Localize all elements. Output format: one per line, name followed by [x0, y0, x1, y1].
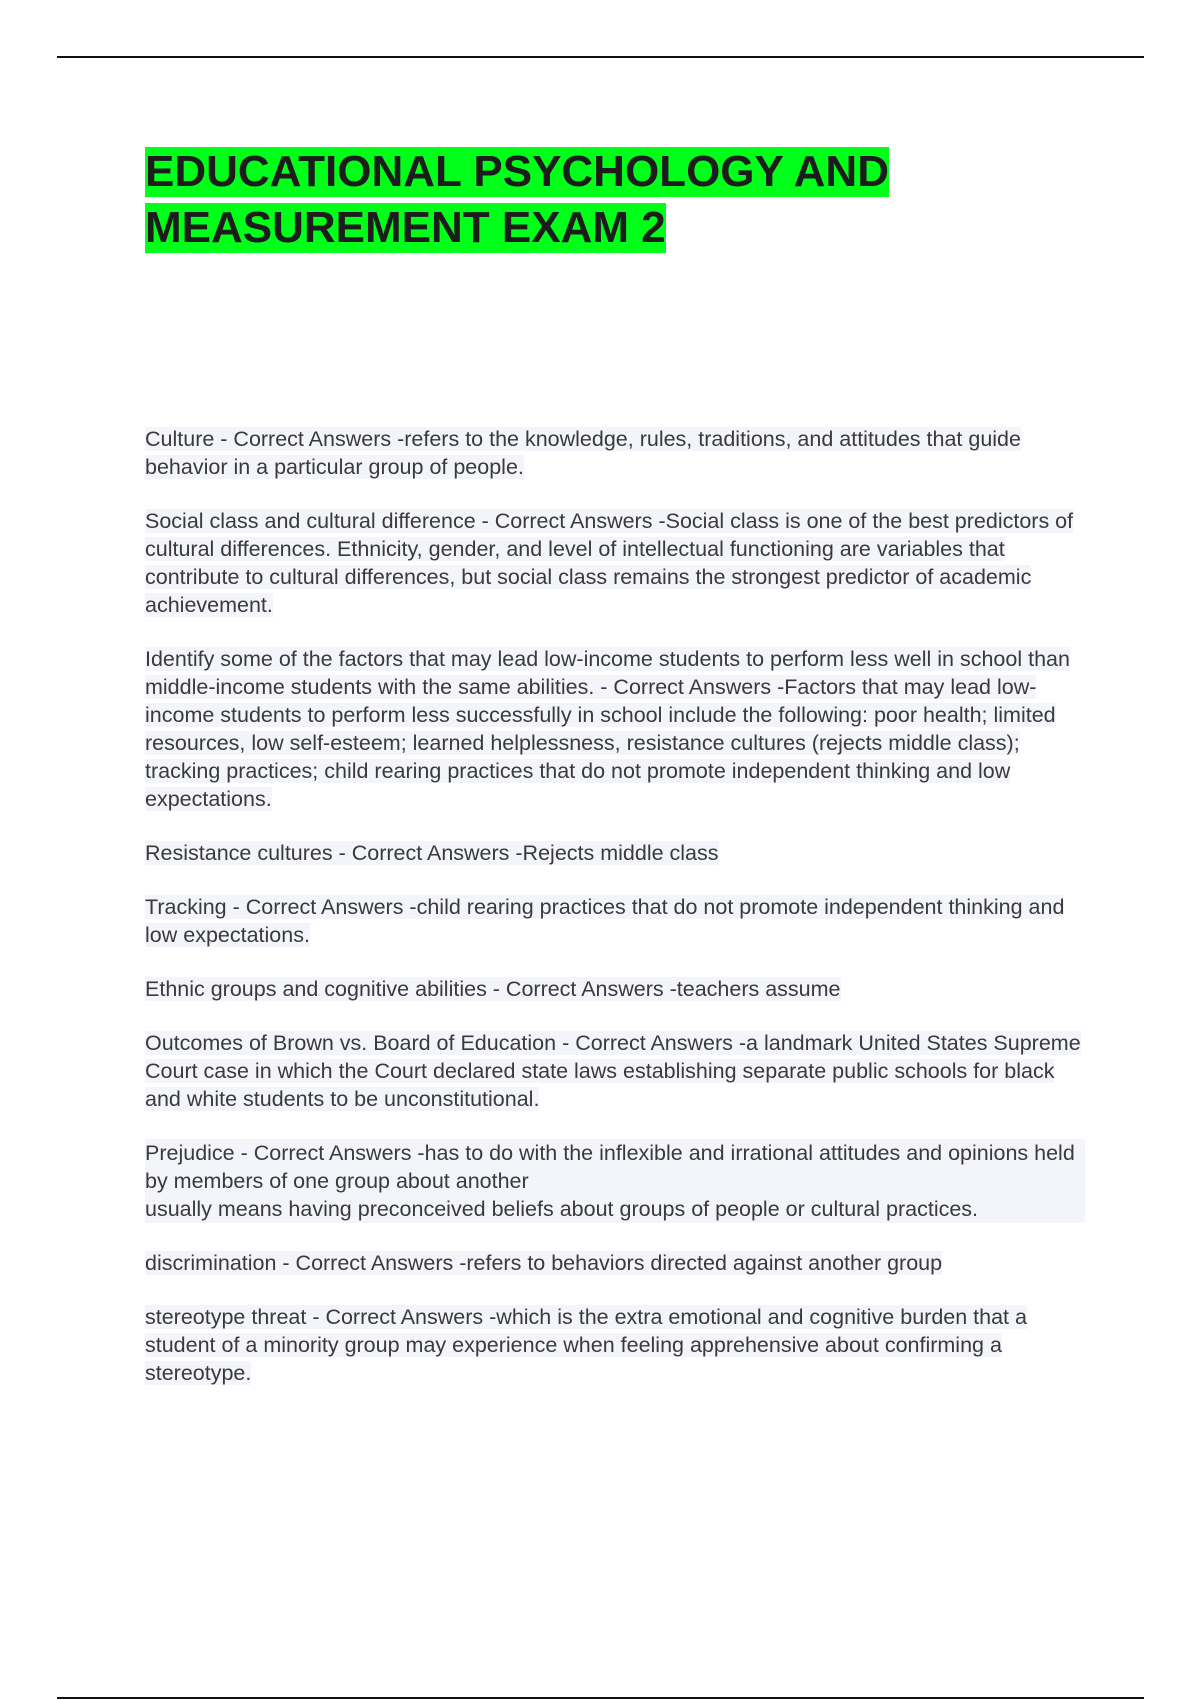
qa-item-resistance-cultures [145, 839, 1085, 867]
qa-item-text: Tracking - Correct Answers -child rearing practices that do not promote independent thinking and low expectations. [145, 895, 1065, 947]
qa-item-ethnic-groups [145, 975, 1085, 1003]
qa-item-prejudice [145, 1139, 1085, 1223]
qa-item-line [145, 1139, 1085, 1195]
qa-item-text: Identify some of the factors that may lead low-income students to perform less well in school than middle-income students with the same abilities. - Correct Answers -Factors that may lead low-income students to perform less successfully in school include the following: poor health; limited resources, low self-esteem; learned helplessness, resistance cultures (rejects middle class); tracking practices; child rearing practices that do not promote independent thinking and low expectations. [145, 647, 1070, 811]
qa-item-line [145, 1195, 1085, 1223]
qa-item-social-class [145, 507, 1085, 619]
qa-item-text: Culture - Correct Answers -refers to the knowledge, rules, traditions, and attitudes that guide behavior in a particular group of people. [145, 427, 1021, 479]
qa-item-text: Social class and cultural difference - Correct Answers -Social class is one of the best predictors of cultural differences. Ethnicity, gender, and level of intellectual functioning are variables that contribute to cultural differences, but social class remains the strongest predictor of academic achievement. [145, 509, 1074, 617]
qa-item-text: Resistance cultures - Correct Answers -Rejects middle class [145, 841, 719, 865]
qa-item-text: Prejudice - Correct Answers -has to do with the inflexible and irrational attitudes and opinions held by members of one group about another [145, 1141, 1075, 1193]
qa-item-text: discrimination - Correct Answers -refers to behaviors directed against another group [145, 1251, 943, 1275]
qa-item-stereotype-threat [145, 1303, 1085, 1387]
qa-item-culture [145, 425, 1085, 481]
top-rule [57, 56, 1144, 58]
qa-item-text: usually means having preconceived beliefs about groups of people or cultural practices. [145, 1197, 979, 1221]
qa-item-text: Outcomes of Brown vs. Board of Education - Correct Answers -a landmark United States Supreme Court case in which the Court declared state laws establishing separate public schools for black and white students to be unconstitutional. [145, 1031, 1081, 1111]
document-title [145, 144, 1045, 256]
qa-item-text: stereotype threat - Correct Answers -which is the extra emotional and cognitive burden that a student of a minority group may experience when feeling apprehensive about confirming a stereotype. [145, 1305, 1027, 1385]
bottom-rule [57, 1697, 1144, 1699]
qa-item-tracking [145, 893, 1085, 949]
qa-item-discrimination [145, 1249, 1085, 1277]
title-text: EDUCATIONAL PSYCHOLOGY AND MEASUREMENT EXAM 2 [145, 147, 889, 252]
qa-list [145, 425, 1085, 1413]
qa-item-low-income-factors [145, 645, 1085, 813]
qa-item-text: Ethnic groups and cognitive abilities - Correct Answers -teachers assume [145, 977, 841, 1001]
qa-item-brown-vs-board [145, 1029, 1085, 1113]
